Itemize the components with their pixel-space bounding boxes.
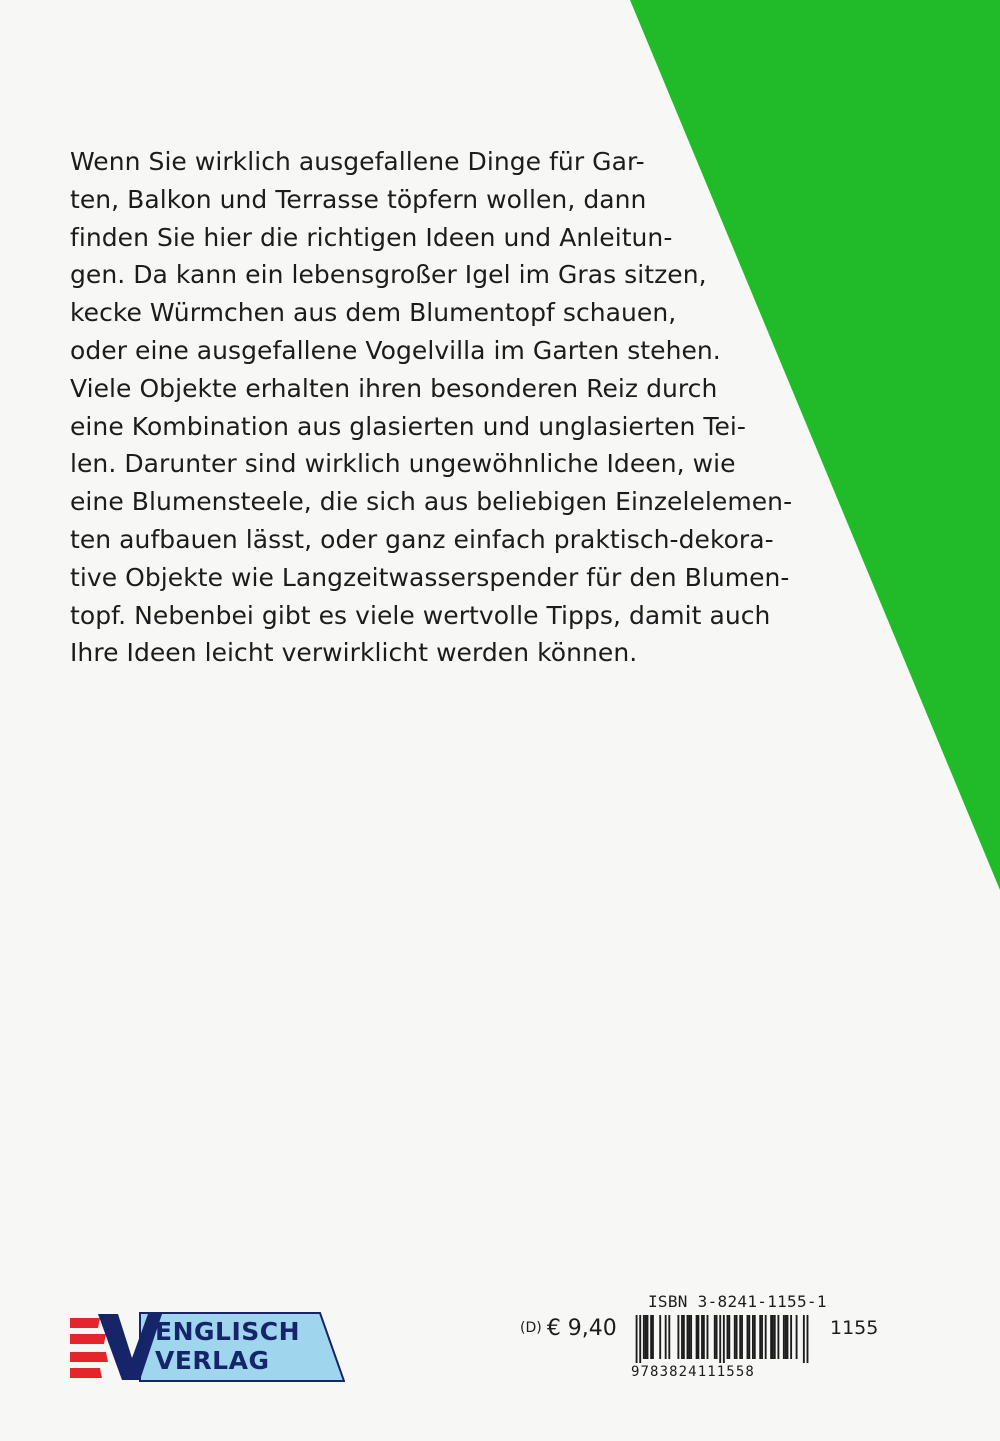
barcode-bar — [790, 1315, 792, 1359]
barcode-bar — [741, 1315, 743, 1359]
barcode-bar — [650, 1315, 652, 1359]
barcode-bar — [774, 1315, 776, 1359]
description-line: Wenn Sie wirklich ausgefallene Dinge für Gar- — [70, 147, 645, 176]
price-value: € 9,40 — [546, 1316, 617, 1341]
barcode-bar — [659, 1315, 661, 1359]
article-number: 1155 — [830, 1317, 879, 1339]
logo-red-stripe — [70, 1318, 100, 1328]
barcode-bar — [728, 1315, 730, 1359]
barcode-bar — [770, 1315, 772, 1359]
logo-red-stripe — [70, 1352, 108, 1362]
description-line: Ihre Ideen leicht verwirklicht werden können. — [70, 638, 638, 668]
publisher-name-line2: VERLAG — [155, 1346, 270, 1375]
barcode-bar — [688, 1315, 690, 1359]
description-line: ten aufbauen lässt, oder ganz einfach praktisch-dekora- — [70, 524, 774, 554]
isbn-number: ISBN 3-8241-1155-1 — [648, 1292, 827, 1311]
barcode-bar — [747, 1315, 749, 1359]
barcode-bar — [736, 1315, 738, 1359]
barcode-bar — [681, 1315, 683, 1359]
description-line: eine Blumensteele, die sich aus beliebigen Einzelelemen- — [70, 487, 793, 517]
barcode-bar — [665, 1315, 667, 1359]
barcode-bar — [796, 1315, 798, 1359]
barcode-bar — [748, 1315, 750, 1359]
barcode-bar — [696, 1315, 698, 1359]
barcode-bar — [719, 1315, 721, 1363]
barcode-bar — [687, 1315, 689, 1359]
barcode-bar — [734, 1315, 736, 1359]
ean-barcode — [632, 1315, 812, 1363]
barcode-bar — [701, 1315, 703, 1359]
ean-digits: 9783824111558 — [631, 1364, 755, 1380]
barcode-bar — [639, 1315, 641, 1363]
logo-red-stripe — [70, 1368, 102, 1378]
barcode-bar — [668, 1315, 670, 1359]
description-line: eine Kombination aus glasierten und unglasierten Tei- — [70, 411, 746, 441]
barcode-bar — [783, 1315, 785, 1359]
description-line: oder eine ausgefallene Vogelvilla im Garten stehen. — [70, 335, 721, 365]
barcode-bar — [761, 1315, 763, 1359]
barcode-bar — [652, 1315, 654, 1359]
barcode-bar — [752, 1315, 754, 1359]
description-line: gen. Da kann ein lebensgroßer Igel im Gras sitzen, — [70, 260, 707, 290]
barcode-bar — [714, 1315, 716, 1359]
barcode-bar — [707, 1315, 709, 1359]
barcode-bar — [643, 1315, 645, 1359]
barcode-bar — [754, 1315, 756, 1359]
barcode-bar — [683, 1315, 685, 1359]
barcode-bar — [690, 1315, 692, 1359]
barcode-bar — [777, 1315, 779, 1359]
barcode-bar — [739, 1315, 741, 1359]
price-label — [520, 1316, 617, 1341]
barcode-bar — [759, 1315, 761, 1359]
description-line: ten, Balkon und Terrasse töpfern wollen, dann — [70, 184, 647, 214]
publisher-name-line1: ENGLISCH — [155, 1317, 301, 1346]
description-line: Viele Objekte erhalten ihren besonderen Reiz durch — [70, 373, 718, 403]
description-text — [70, 143, 810, 672]
description-line: finden Sie hier die richtigen Ideen und Anleitun- — [70, 222, 673, 252]
barcode-bar — [647, 1315, 649, 1359]
barcode-bar — [807, 1315, 809, 1363]
barcode-bar — [787, 1315, 789, 1359]
barcode-bar — [697, 1315, 699, 1359]
barcode-bar — [785, 1315, 787, 1359]
logo-red-stripe — [70, 1334, 106, 1344]
barcode-bar — [803, 1315, 805, 1363]
description-line: len. Darunter sind wirklich ungewöhnliche Ideen, wie — [70, 449, 736, 479]
barcode-bar — [645, 1315, 647, 1359]
barcode-bar — [703, 1315, 705, 1359]
barcode-bar — [677, 1315, 679, 1359]
description-line: topf. Nebenbei gibt es viele wertvolle Tipps, damit auch — [70, 600, 771, 630]
barcode-bar — [765, 1315, 767, 1359]
price-country: (D) — [520, 1320, 542, 1336]
description-line: kecke Würmchen aus dem Blumentopf schauen, — [70, 298, 677, 328]
barcode-bar — [716, 1315, 718, 1359]
barcode-bar — [727, 1315, 729, 1359]
barcode-bar — [772, 1315, 774, 1359]
barcode-bar — [723, 1315, 725, 1363]
barcode-bar — [636, 1315, 638, 1363]
description-line: tive Objekte wie Langzeitwasserspender für den Blumen- — [70, 562, 790, 592]
